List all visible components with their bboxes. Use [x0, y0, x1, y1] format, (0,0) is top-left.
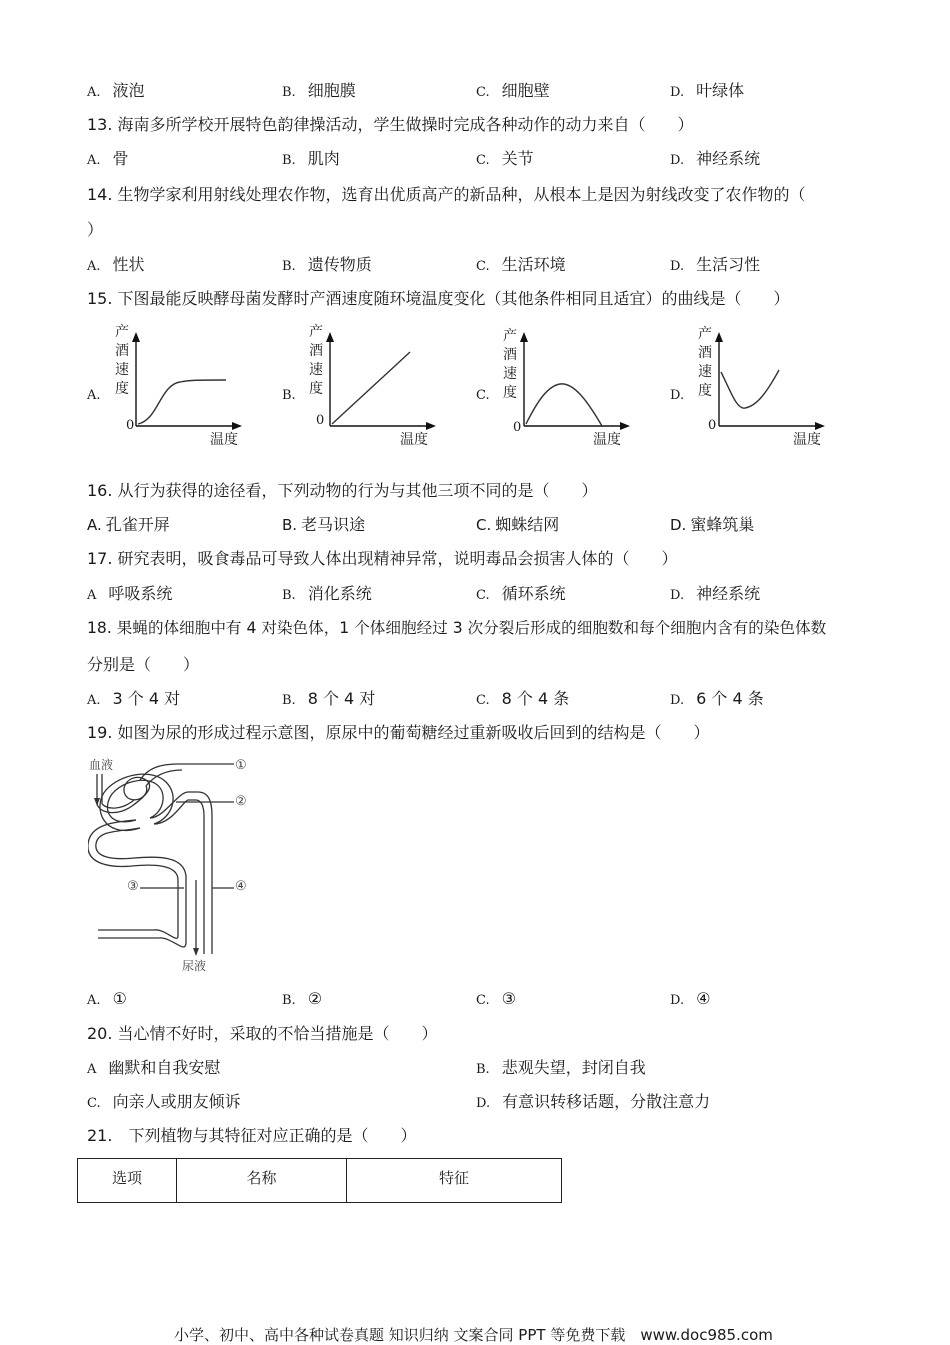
q15-stem: 15. 下图最能反映酵母菌发酵时产酒速度随环境温度变化（其他条件相同且适宜）的曲线是（ ）	[87, 289, 790, 308]
table-header-row	[78, 1159, 562, 1203]
q15-graph-d-origin: 0	[708, 418, 717, 433]
q14-option-b: B. 遗传物质	[282, 255, 372, 274]
q14-stem-line1: 14. 生物学家利用射线处理农作物，选育出优质高产的新品种，从根本上是因为射线改变了农作物的（	[87, 185, 806, 204]
q16-option-d: D. 蜜蜂筑巢	[670, 515, 755, 534]
q12-option-d: D. 叶绿体	[670, 81, 745, 100]
q16-stem: 16. 从行为获得的途径看，下列动物的行为与其他三项不同的是（ ）	[87, 481, 598, 500]
q17-stem: 17. 研究表明，吸食毒品可导致人体出现精神异常，说明毒品会损害人体的（ ）	[87, 549, 678, 568]
q20-option-d: D. 有意识转移话题，分散注意力	[476, 1092, 711, 1111]
q13-option-c: C. 关节	[476, 149, 534, 168]
q12-option-b: B. 细胞膜	[282, 81, 356, 100]
q15-graph-c-xlabel: 温度	[593, 432, 621, 448]
q19-urine-label: 尿液	[182, 959, 207, 973]
q15-graph-b-origin: 0	[316, 413, 325, 428]
q20-option-a: A 幽默和自我安慰	[87, 1058, 221, 1077]
q19-nephron-diagram	[88, 760, 258, 960]
q15-graph-a-ylabel: 产 酒 速 度	[115, 324, 129, 397]
table-header-cell: 选项	[78, 1159, 177, 1203]
q17-option-b: B. 消化系统	[282, 584, 372, 603]
q19-marker-2: ②	[235, 794, 247, 809]
q15-graph-d	[711, 330, 831, 430]
q19-option-b: B. ②	[282, 989, 323, 1008]
q19-stem: 19. 如图为尿的形成过程示意图，原尿中的葡萄糖经过重新吸收后回到的结构是（ ）	[87, 723, 710, 742]
q16-option-a: A. 孔雀开屏	[87, 515, 170, 534]
q15-graph-d-letter: D.	[670, 388, 685, 403]
q13-stem: 13. 海南多所学校开展特色韵律操活动，学生做操时完成各种动作的动力来自（ ）	[87, 115, 694, 134]
q15-graph-b-ylabel: 产 酒 速 度	[309, 324, 323, 397]
q13-option-b: B. 肌肉	[282, 149, 340, 168]
q19-marker-3: ③	[127, 879, 139, 894]
q15-graph-c	[516, 330, 636, 430]
q19-blood-label: 血液	[89, 758, 114, 772]
q15-graph-a-origin: 0	[126, 418, 135, 433]
q18-option-d: D. 6 个 4 条	[670, 689, 764, 708]
q15-graph-c-origin: 0	[513, 420, 522, 435]
q12-option-a: A. 液泡	[87, 81, 145, 100]
table-header-cell: 名称	[177, 1159, 347, 1203]
q20-stem: 20. 当心情不好时，采取的不恰当措施是（ ）	[87, 1024, 438, 1043]
q16-option-c: C. 蜘蛛结网	[476, 515, 560, 534]
q17-option-d: D. 神经系统	[670, 584, 761, 603]
q14-option-a: A. 性状	[87, 255, 145, 274]
q18-option-b: B. 8 个 4 对	[282, 689, 376, 708]
q15-graph-c-ylabel: 产 酒 速 度	[503, 328, 517, 401]
q14-option-d: D. 生活习性	[670, 255, 761, 274]
q15-graph-b-xlabel: 温度	[400, 432, 428, 448]
q19-option-d: D. ④	[670, 989, 711, 1008]
q18-stem-line1: 18. 果蝇的体细胞中有 4 对染色体，1 个体细胞经过 3 次分裂后形成的细胞数和每个细胞内含有的染色体数	[87, 619, 827, 637]
q15-graph-a	[128, 330, 248, 430]
q15-graph-d-xlabel: 温度	[793, 432, 821, 448]
q15-graph-b-letter: B.	[282, 388, 296, 403]
q17-option-a: A 呼吸系统	[87, 584, 173, 603]
q20-option-b: B. 悲观失望，封闭自我	[476, 1058, 646, 1077]
q15-graph-d-ylabel: 产 酒 速 度	[698, 326, 712, 399]
q18-option-a: A. 3 个 4 对	[87, 689, 181, 708]
q15-graph-a-xlabel: 温度	[210, 432, 238, 448]
q21-table	[77, 1158, 562, 1203]
q15-graph-c-letter: C.	[476, 388, 490, 403]
q14-option-c: C. 生活环境	[476, 255, 566, 274]
q12-option-c: C. 细胞壁	[476, 81, 550, 100]
page-footer: 小学、初中、高中各种试卷真题 知识归纳 文案合同 PPT 等免费下载 www.doc985.com	[174, 1326, 773, 1344]
q16-option-b: B. 老马识途	[282, 515, 366, 534]
q14-stem-line2: ）	[87, 220, 104, 239]
q17-option-c: C. 循环系统	[476, 584, 566, 603]
q18-stem-line2: 分别是（ ）	[87, 655, 200, 674]
table-header-cell: 特征	[347, 1159, 562, 1203]
q19-option-a: A. ①	[87, 989, 127, 1008]
q13-option-d: D. 神经系统	[670, 149, 761, 168]
q19-marker-1: ①	[235, 758, 247, 773]
q15-graph-a-letter: A.	[87, 388, 101, 403]
q19-marker-4: ④	[235, 879, 247, 894]
q13-option-a: A. 骨	[87, 149, 129, 168]
q20-option-c: C. 向亲人或朋友倾诉	[87, 1092, 241, 1111]
q15-graph-b	[322, 330, 442, 430]
q19-option-c: C. ③	[476, 989, 516, 1008]
q21-stem: 21. 下列植物与其特征对应正确的是（ ）	[87, 1126, 417, 1145]
q18-option-c: C. 8 个 4 条	[476, 689, 570, 708]
